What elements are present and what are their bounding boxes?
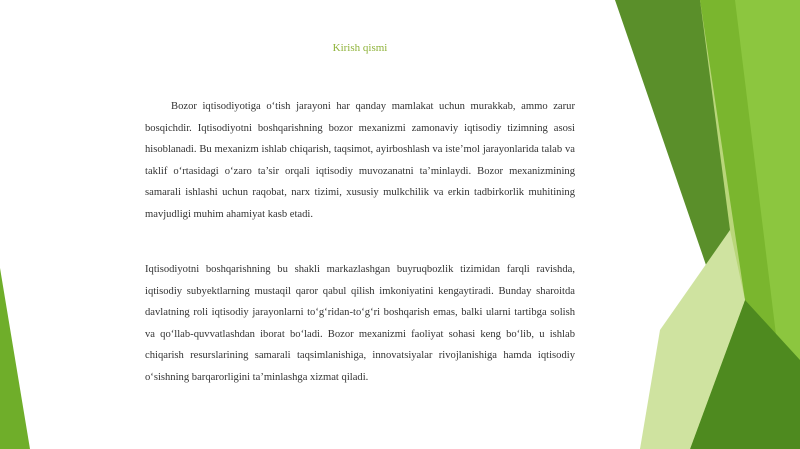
left-facet	[0, 268, 30, 449]
paragraph-intro: Bozor iqtisodiyotiga o‘tish jarayoni har qanday mamlakat uchun murakkab, ammo zarur bosqichdir. Iqtisodiyotni boshqarishning bozor mexanizmi zamonaviy iqtisodiy tizimning asosi hisoblanadi. Bu mexanizm ishlab chiqarish, taqsimot, ayirboshlash va iste’mol jarayonlarida talab va taklif o‘rtasidagi o‘zaro ta’sir orqali iqtisodiy muvozanatni ta’minlaydi. Bozor mexanizmining samarali ishlashi uchun raqobat, narx tizimi, xususiy mulkchilik va erkin tadbirkorlik muhitining mavjudligi muhim ahamiyat kasb etadi.	[145, 101, 575, 220]
paragraph-second: Iqtisodiyotni boshqarishning bu shakli markazlashgan buyruqbozlik tizimidan farqli ravishda, iqtisodiy subyektlarning mustaqil qaror qabul qilish imkoniyatini kengaytiradi. Bunday sharoitda davlatning roli iqtisodiy jarayonlarni to‘g‘ridan-to‘g‘ri boshqarish emas, balki ularni tartibga solish va qo‘llab-quvvatlashdan iborat bo‘ladi. Bozor mexanizmi faoliyat sohasi keng bo‘lib, u ishlab chiqarish resurslarining samarali taqsimlanishiga, innovatsiyalar rivojlanishiga hamda iqtisodiy o‘sishning barqarorligini ta’minlashga xizmat qiladi.	[145, 264, 575, 383]
slide-title: Kirish qismi	[332, 42, 388, 54]
